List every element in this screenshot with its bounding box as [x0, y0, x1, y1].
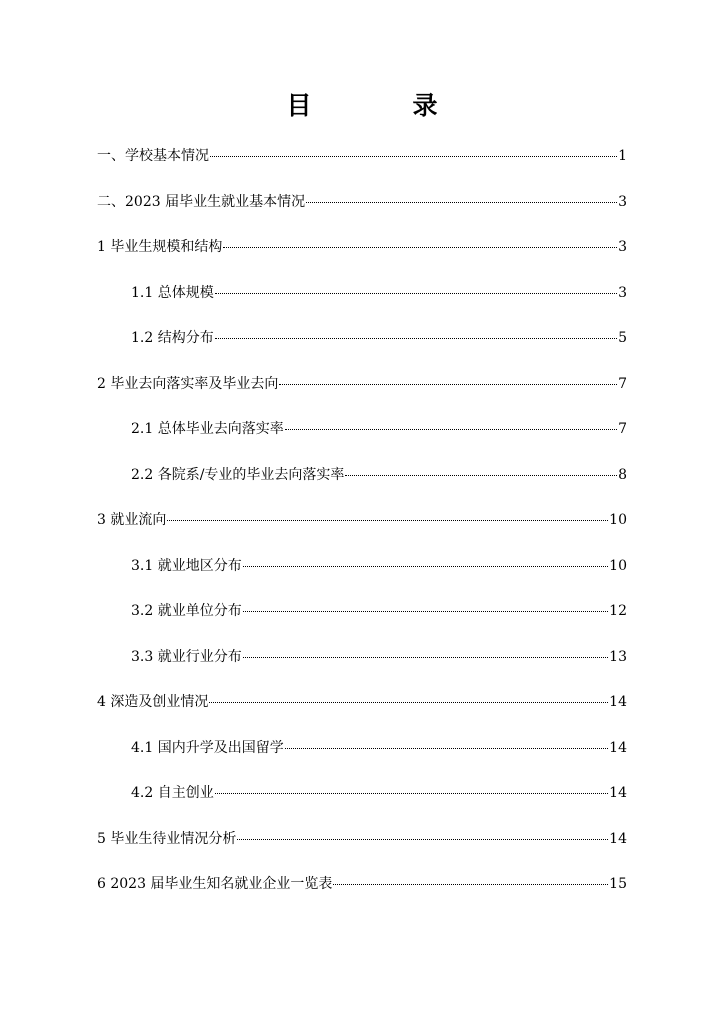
toc-subentry[interactable] — [97, 635, 627, 681]
toc-page-number: 7 — [618, 375, 627, 392]
toc-entry[interactable] — [97, 680, 627, 726]
toc-dot-leader — [279, 384, 617, 385]
toc-entry-label: 3 就业流向 — [97, 512, 167, 528]
toc-subentry[interactable] — [97, 726, 627, 772]
toc-page-number: 15 — [609, 876, 627, 892]
toc-entry-label: 1 毕业生规模和结构 — [97, 239, 223, 255]
toc-dot-leader — [285, 748, 608, 749]
toc-subentry[interactable] — [97, 453, 627, 499]
toc-entry-label: 4.1 国内升学及出国留学 — [131, 739, 284, 756]
toc-entry-label: 二、2023 届毕业生就业基本情况 — [97, 193, 306, 210]
toc-page-number: 10 — [609, 557, 627, 574]
toc-entry-label: 4.2 自主创业 — [131, 785, 214, 801]
toc-dot-leader — [345, 475, 617, 476]
toc-page-number: 13 — [609, 648, 627, 665]
toc-page-number: 14 — [609, 785, 627, 801]
toc-entry[interactable] — [97, 498, 627, 544]
toc-dot-leader — [237, 839, 608, 840]
toc-dot-leader — [215, 793, 608, 794]
toc-entry[interactable] — [97, 225, 627, 271]
toc-entry-label: 2.2 各院系/专业的毕业去向落实率 — [131, 466, 345, 483]
toc-entry-label: 2.1 总体毕业去向落实率 — [131, 421, 284, 437]
toc-subentry[interactable] — [97, 316, 627, 362]
toc-page-number: 14 — [609, 739, 627, 756]
toc-page-number: 3 — [618, 193, 627, 210]
toc-page-number: 12 — [609, 603, 627, 619]
toc-dot-leader — [306, 202, 617, 203]
toc-entry-label: 2 毕业去向落实率及毕业去向 — [97, 375, 279, 392]
toc-entry[interactable] — [97, 180, 627, 226]
toc-dot-leader — [167, 520, 608, 521]
toc-subentry[interactable] — [97, 589, 627, 635]
toc-dot-leader — [243, 657, 608, 658]
toc-dot-leader — [215, 338, 617, 339]
toc-dot-leader — [285, 429, 617, 430]
toc-entry-label: 3.1 就业地区分布 — [131, 557, 242, 574]
toc-page-number: 5 — [618, 330, 627, 346]
toc-subentry[interactable] — [97, 771, 627, 817]
toc-entry-label: 5 毕业生待业情况分析 — [97, 830, 237, 847]
table-of-contents — [97, 134, 627, 908]
toc-entry-label: 一、学校基本情况 — [97, 148, 209, 164]
toc-subentry[interactable] — [97, 271, 627, 317]
toc-entry-label: 1.1 总体规模 — [131, 284, 214, 301]
toc-dot-leader — [215, 293, 617, 294]
toc-entry[interactable] — [97, 817, 627, 863]
toc-dot-leader — [243, 611, 608, 612]
toc-entry[interactable] — [97, 862, 627, 908]
toc-page-number: 1 — [618, 148, 627, 164]
toc-dot-leader — [210, 156, 617, 157]
toc-dot-leader — [333, 884, 608, 885]
toc-entry-label: 1.2 结构分布 — [131, 330, 214, 346]
toc-dot-leader — [209, 702, 608, 703]
toc-entry-label: 6 2023 届毕业生知名就业企业一览表 — [97, 876, 333, 892]
toc-subentry[interactable] — [97, 407, 627, 453]
toc-entry-label: 3.2 就业单位分布 — [131, 603, 242, 619]
toc-page-number: 3 — [618, 239, 627, 255]
toc-page-number: 3 — [618, 284, 627, 301]
toc-page-number: 14 — [609, 830, 627, 847]
toc-page-number: 10 — [609, 512, 627, 528]
toc-entry[interactable] — [97, 134, 627, 180]
toc-page-number: 14 — [609, 694, 627, 710]
toc-page-number: 7 — [618, 421, 627, 437]
toc-dot-leader — [243, 566, 608, 567]
toc-dot-leader — [223, 247, 617, 248]
toc-subentry[interactable] — [97, 544, 627, 590]
toc-page-number: 8 — [618, 466, 627, 483]
toc-entry-label: 4 深造及创业情况 — [97, 694, 209, 710]
page-title: 目 录 — [286, 91, 476, 120]
toc-entry[interactable] — [97, 362, 627, 408]
toc-entry-label: 3.3 就业行业分布 — [131, 648, 242, 665]
